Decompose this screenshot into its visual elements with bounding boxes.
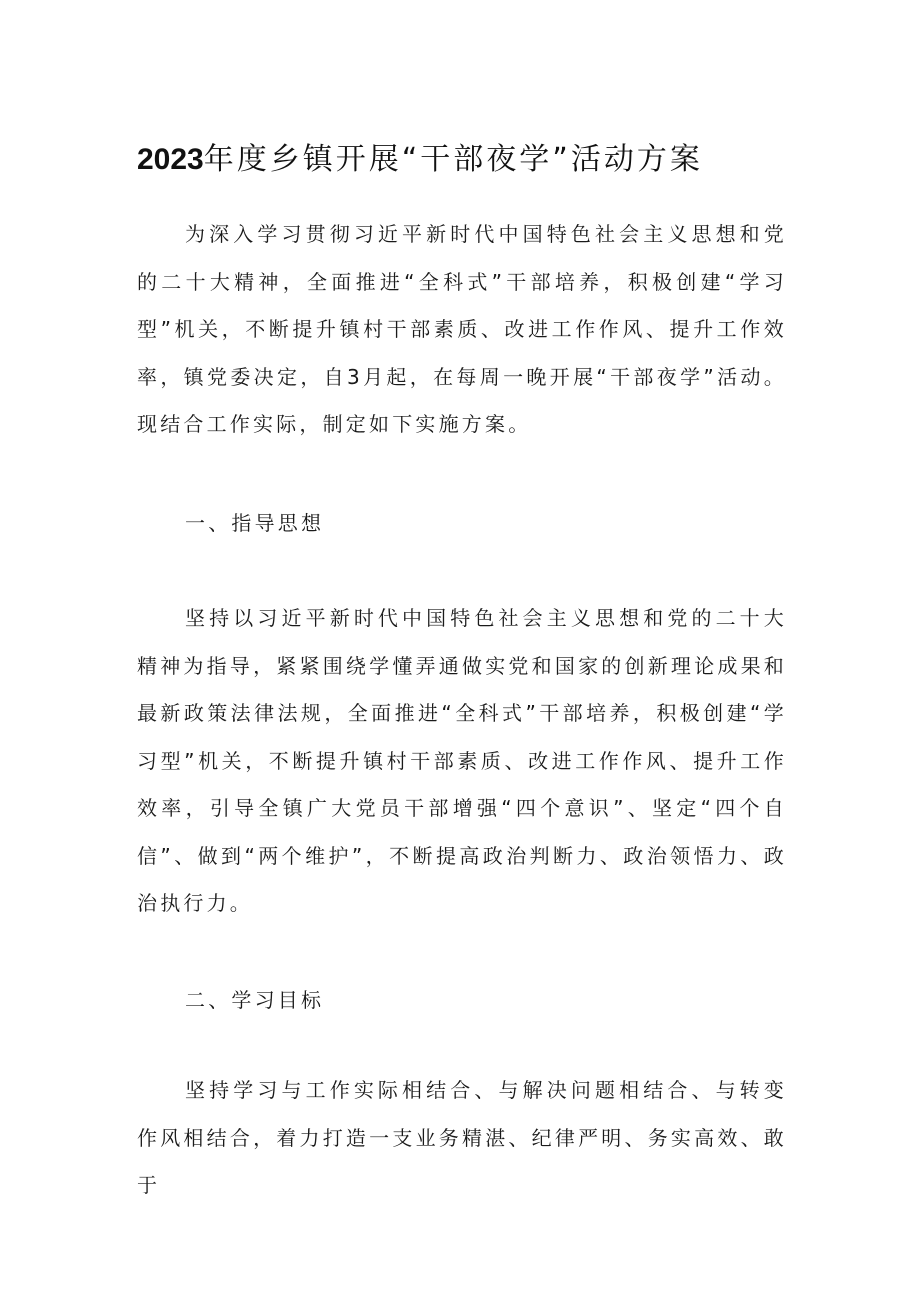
guiding-ideology-paragraph: 坚持以习近平新时代中国特色社会主义思想和党的二十大精神为指导，紧紧围绕学懂弄通做实党和国家的创新理论成果和最新政策法律法规，全面推进“全科式”干部培养，积极创建“学习型”机关，不断提升镇村干部素质、改进工作作风、提升工作效率，引导全镇广大党员干部增强“四个意识”、坚定“四个自信”、做到“两个维护”，不断提高政治判断力、政治领悟力、政治执行力。: [137, 606, 787, 915]
learning-goals-paragraph: 坚持学习与工作实际相结合、与解决问题相结合、与转变作风相结合，着力打造一支业务精湛、纪律严明、务实高效、敢于: [137, 1078, 787, 1197]
intro-paragraph: 为深入学习贯彻习近平新时代中国特色社会主义思想和党的二十大精神，全面推进“全科式”干部培养，积极创建“学习型”机关，不断提升镇村干部素质、改进工作作风、提升工作效率，镇党委决定，自3月起，在每周一晚开展“干部夜学”活动。现结合工作实际，制定如下实施方案。: [137, 222, 787, 436]
section-heading-guiding-ideology: 一、指导思想: [185, 511, 325, 535]
document-title: [137, 136, 837, 184]
title-year: 2023: [137, 143, 204, 176]
title-text: 年度乡镇开展“干部夜学”活动方案: [203, 142, 703, 177]
section-heading-learning-goals: 二、学习目标: [185, 988, 325, 1012]
